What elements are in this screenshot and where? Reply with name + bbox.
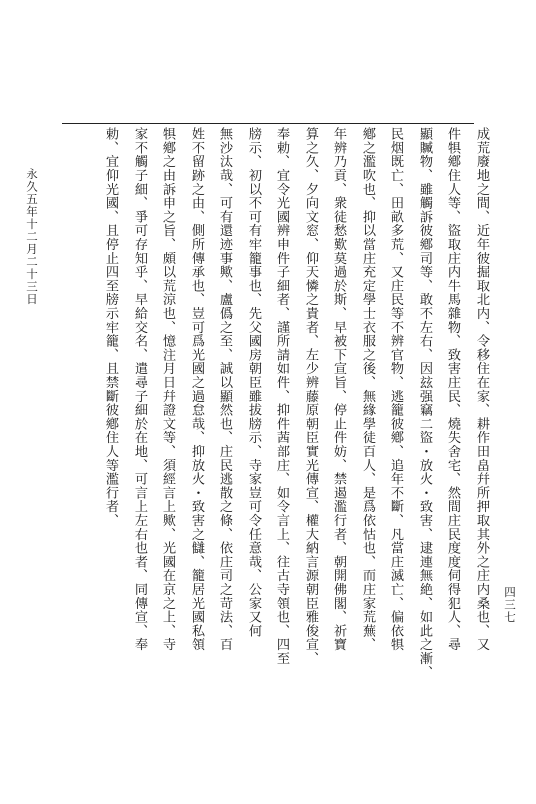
text-column: 顯贓物、雖觸訴彼鄕司等、敢不左右、因玆强竊二盜・放火・致害、逮連無絶、如此之漸、 (417, 127, 432, 679)
text-column: 民烟既亡、田畝多荒、又庄民等不辨官物、逃籠彼鄕、追年不斷、凡當庄滅亡、偏依犋 (388, 127, 403, 652)
text-column: 奉勅、宜令光國辨申件子細者、謹所請如件、抑件茜部庄、如令言上、往古寺領也、四至 (274, 127, 289, 666)
text-column: 家不觸子細、爭可存知乎、早給交名、遣尋子細於在地、可言上左右也者、同傳宣、奉 (132, 127, 147, 652)
footer-date: 永久五年十二月二十三日 (25, 168, 39, 306)
text-column: 牓示、初以不可有牢籠事也、先父國房朝臣雖拔牓示、寺家豈可令任意哉、公家又何 (246, 127, 261, 638)
page-number: 四三七 (503, 586, 517, 624)
header-rule (62, 123, 474, 124)
text-column: 姓不留跡之由、側所傳承也、豈可爲光國之過怠哉、抑放火・致害之讎、籠居光國私領 (189, 127, 204, 652)
text-column: 勅、宜仰光國、且停止四至牓示牢籠、且禁斷彼鄕住人等濫行者、 (103, 127, 118, 528)
text-column: 算之久、夕向文窓、仰天憐之貴者、左少辨藤原朝臣實光傳宣、權大納言源朝臣雅俊宣、 (303, 127, 318, 666)
text-column: 件犋鄕住人等、盜取庄内牛馬雜物、致害庄民、燒失舍宅、然間庄民度度伺得犯人、尋 (445, 127, 460, 652)
text-column: 成荒廢地之間、近年彼掘取北内、令移住在家、耕作田畠幷所押取其外之庄内桑也、又 (474, 127, 489, 652)
text-column: 年辨乃貢、衆徒愁歎莫過於斯、早被下宣旨、停止件妨、禁遏濫行者、朝開佛閣、祈寶 (331, 127, 346, 652)
text-column: 無沙汰哉、可有還迹事歟、盧僞之至、誠以顯然也、庄民逃散之條、依庄司之苛法、百 (217, 127, 232, 652)
text-column: 鄕之濫吹也、抑以當庄充定學士衣服之後、無緣學徒百人、是爲依怙也、而庄家荒蕪、 (360, 127, 375, 652)
text-column: 犋鄕之由訴申之旨、頗以荒涼也、憶注月日幷證文等、須經言上歟、光國在京之上、寺 (160, 127, 175, 652)
